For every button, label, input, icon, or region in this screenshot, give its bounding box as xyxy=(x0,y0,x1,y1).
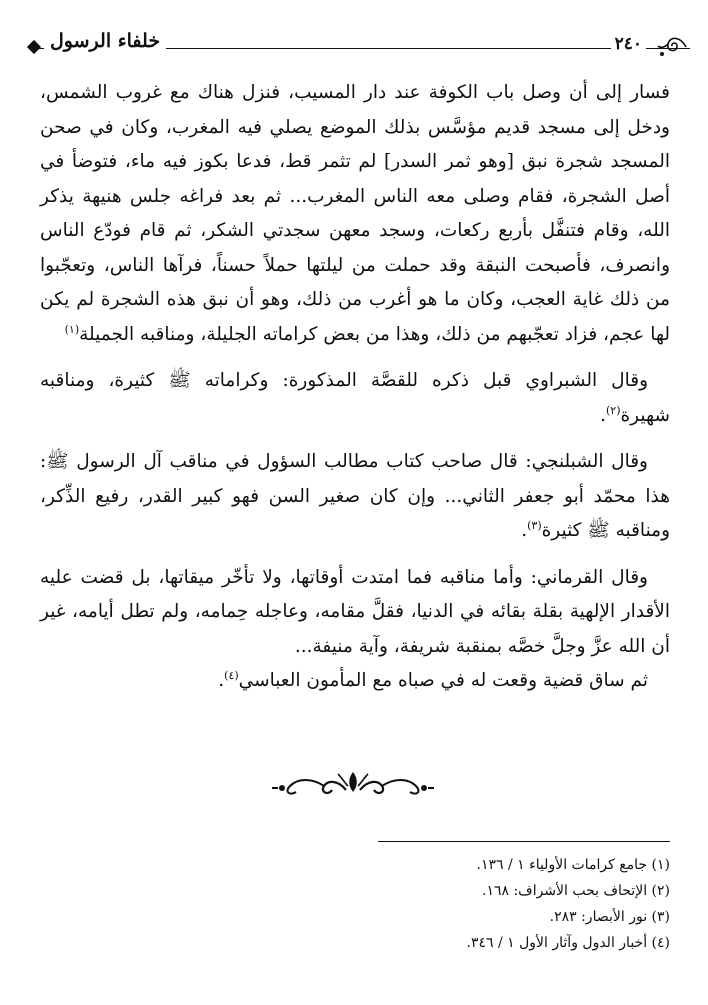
paragraph-tail: . xyxy=(521,520,528,541)
paragraph-text: فسار إلى أن وصل باب الكوفة عند دار المسيب، فنزل هناك مع غروب الشمس، ودخل إلى مسجد قديم مؤسَّس بذلك الموضع يصلي فيه المغرب، وكان في صحن المسجد شجرة نبق [وهو ثمر السدر] لم تثمر قط، فدعا بكوز فيه ماء، فتوضأ في أصل الشجرة، فقام وصلى معه الناس المغرب... ثم بعد فراغه جلس هنيهة يذكر الله، وقام فتنفَّل بأربع ركعات، وسجد معهن سجدتي الشكر، ثم قام فودّع الناس وانصرف، فأصبحت النبقة وقد حملت من ليلتها حملاً حسناً، فرآها الناس، وتعجّبوا من ذلك غاية العجب، وكان ما هو أغرب من ذلك، وهو أن نبق هذه الشجرة لم يكن لها عجم، فزاد تعجّبهم من ذلك، وهذا من بعض كراماته الجليلة، ومناقبه الجميلة xyxy=(40,82,670,345)
paragraph-tail: . xyxy=(600,404,606,426)
page-header xyxy=(22,28,690,68)
footnote-ref: (٢) xyxy=(605,403,621,417)
paragraph-text: وقال الشبراوي قبل ذكره للقصَّة المذكورة: وكراماته ﷺ كثيرة، ومناقبه شهيرة xyxy=(40,370,670,426)
paragraph-text: وقال الشبلنجي: قال صاحب كتاب مطالب السؤول في مناقب آل الرسول ﷺ: هذا محمّد أبو جعفر الثاني... وإن كان صغير السن فهو كبير القدر، رفيع الذِّكر، ومناقبه ﷺ كثيرة xyxy=(40,451,670,541)
footnotes xyxy=(260,852,670,956)
paragraph-text: وقال القرماني: وأما مناقبه فما امتدت أوقاتها، ولا تأخّر ميقاتها، بل قضت عليه الأقدار الإلهية بقلة بقائه في الدنيا، فقلَّ مقامه، وعاجله حِمامه، ولم تطل أيامه، غير أن الله عزَّ وجلَّ خصَّه بمنقبة شريفة، وآية منيفة... xyxy=(40,566,670,657)
diamond-ornament-icon xyxy=(27,40,41,54)
footnote-ref: (١) xyxy=(64,322,80,336)
ornamental-divider-icon xyxy=(268,768,438,798)
footnote-ref: (٣) xyxy=(527,518,542,532)
corner-ornament-icon xyxy=(656,34,688,60)
footnote: (٤) أخبار الدول وآثار الأول ١ / ٣٤٦. xyxy=(466,935,670,951)
paragraph-text: ثم ساق قضية وقعت له في صباه مع المأمون العباسي xyxy=(238,670,648,691)
footnote-ref: (٤) xyxy=(224,668,239,682)
footnote-separator xyxy=(378,841,670,842)
paragraph-tail: . xyxy=(218,670,225,691)
paragraph xyxy=(40,445,670,549)
paragraph xyxy=(40,664,670,699)
page-number: ٢٤٠ xyxy=(611,34,646,54)
body-text xyxy=(40,76,670,699)
paragraph xyxy=(40,76,670,352)
running-title: خلفاء الرسول xyxy=(44,30,166,52)
footnote: (٣) نور الأبصار: ٢٨٣. xyxy=(549,909,670,925)
paragraph xyxy=(40,364,670,433)
footnote: (٢) الإتحاف بحب الأشراف: ١٦٨. xyxy=(482,883,670,899)
footnote: (١) جامع كرامات الأولياء ١ / ١٣٦. xyxy=(476,857,670,873)
paragraph xyxy=(40,561,670,665)
